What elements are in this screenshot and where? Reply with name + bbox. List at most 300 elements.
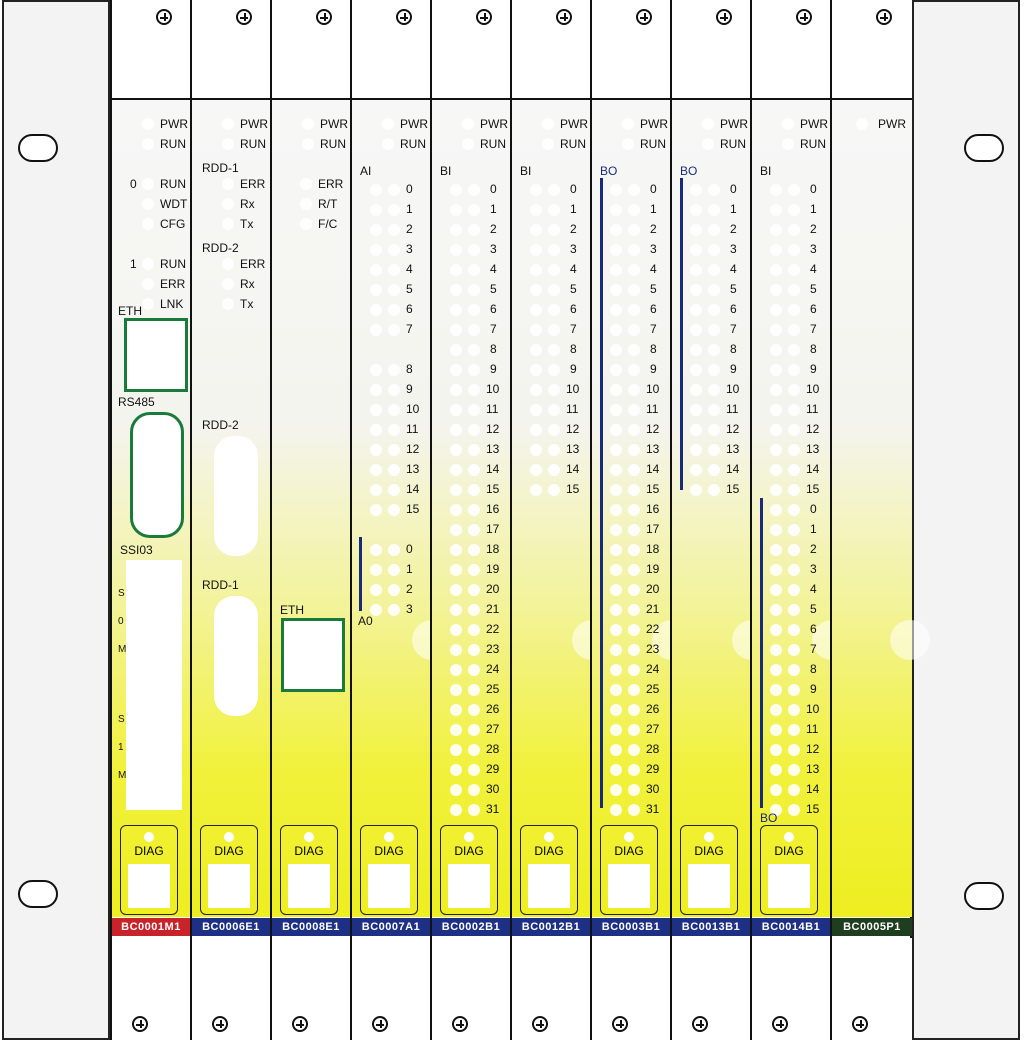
channel-number: 2 (406, 222, 413, 236)
led-icon (142, 198, 154, 210)
diag-port[interactable] (360, 825, 418, 915)
led-icon (462, 118, 474, 130)
rdd1-port[interactable] (214, 596, 258, 716)
channel-0-label: 0 (130, 177, 137, 191)
led-icon (548, 284, 560, 296)
led-icon (788, 444, 800, 456)
led-icon (450, 364, 462, 376)
channel-number: 23 (646, 642, 660, 656)
channel-number: 24 (646, 662, 660, 676)
module-faceplate (672, 100, 750, 917)
mount-hole-icon (964, 882, 1004, 910)
channel-number: 10 (806, 702, 820, 716)
eth-label: ETH (118, 304, 142, 318)
module-top-block (352, 0, 430, 100)
led-icon (770, 584, 782, 596)
channel-number: 19 (486, 562, 500, 576)
module-bottom-block (672, 938, 750, 1040)
led-icon (770, 664, 782, 676)
channel-number: 3 (406, 602, 413, 616)
lnk-label: LNK (160, 297, 184, 311)
channel-number: 11 (646, 402, 659, 416)
channel-number: 7 (490, 322, 497, 336)
led-icon (450, 444, 462, 456)
led-icon (450, 264, 462, 276)
led-icon (628, 284, 640, 296)
channel-number: 3 (810, 242, 817, 256)
led-icon (370, 404, 382, 416)
screw-icon[interactable] (716, 9, 732, 25)
led-icon (788, 744, 800, 756)
led-icon (530, 264, 542, 276)
led-icon (628, 764, 640, 776)
screw-icon[interactable] (556, 9, 572, 25)
screw-icon[interactable] (476, 9, 492, 25)
module-bc0001m1 (110, 0, 190, 1040)
led-icon (788, 384, 800, 396)
channel-number: 10 (806, 382, 820, 396)
s0m-letter: S (118, 588, 125, 599)
led-icon (788, 344, 800, 356)
diag-window (128, 864, 170, 908)
led-icon (770, 364, 782, 376)
led-icon (450, 324, 462, 336)
led-icon (388, 304, 400, 316)
led-icon (690, 424, 702, 436)
module-code-tag: BC0013B1 (672, 918, 750, 936)
led-icon (468, 504, 480, 516)
tx-label: Tx (240, 297, 254, 311)
module-code-tag: BC0003B1 (592, 918, 670, 936)
led-icon (530, 364, 542, 376)
rs485-label: RS485 (118, 395, 155, 409)
diag-led-icon (304, 832, 314, 842)
rx-label: Rx (240, 277, 255, 291)
led-icon (388, 464, 400, 476)
led-icon (222, 278, 234, 290)
led-icon (382, 118, 394, 130)
channel-number: 26 (486, 702, 500, 716)
rdd1-label: RDD-1 (202, 161, 239, 175)
io-type-label: BI (440, 164, 452, 178)
module-faceplate (832, 100, 912, 917)
rdd2-port[interactable] (214, 436, 258, 556)
rdd2-label: RDD-2 (202, 241, 239, 255)
channel-number: 12 (566, 422, 580, 436)
ao-group-bar (359, 537, 362, 611)
led-icon (468, 684, 480, 696)
led-icon (468, 404, 480, 416)
channel-number: 4 (570, 262, 577, 276)
screw-icon[interactable] (876, 9, 892, 25)
led-icon (450, 404, 462, 416)
channel-number: 0 (810, 182, 817, 196)
led-icon (770, 344, 782, 356)
led-icon (548, 224, 560, 236)
led-icon (450, 224, 462, 236)
channel-number: 9 (730, 362, 737, 376)
ao-label: A0 (358, 614, 373, 628)
channel-number: 18 (646, 542, 660, 556)
diag-port[interactable] (520, 825, 578, 915)
led-icon (370, 504, 382, 516)
led-icon (788, 604, 800, 616)
led-icon (708, 404, 720, 416)
led-icon (468, 184, 480, 196)
led-icon (610, 484, 622, 496)
screw-icon[interactable] (452, 1016, 468, 1032)
led-icon (370, 364, 382, 376)
led-icon (770, 764, 782, 776)
led-icon (468, 444, 480, 456)
led-icon (370, 204, 382, 216)
led-icon (462, 138, 474, 150)
led-icon (468, 464, 480, 476)
channel-number: 5 (406, 282, 413, 296)
led-icon (388, 424, 400, 436)
led-icon (468, 544, 480, 556)
led-icon (530, 424, 542, 436)
led-icon (770, 304, 782, 316)
led-icon (690, 204, 702, 216)
pwr-label: PWR (720, 117, 748, 131)
led-icon (610, 444, 622, 456)
channel-number: 20 (646, 582, 660, 596)
led-icon (610, 224, 622, 236)
led-icon (468, 524, 480, 536)
pwr-label: PWR (160, 117, 188, 131)
channel-number: 0 (406, 542, 413, 556)
led-icon (770, 324, 782, 336)
led-icon (628, 804, 640, 816)
channel-number: 8 (810, 662, 817, 676)
channel-number: 27 (646, 722, 660, 736)
led-icon (788, 264, 800, 276)
channel-number: 13 (646, 442, 660, 456)
led-icon (388, 604, 400, 616)
channel-number: 24 (486, 662, 500, 676)
led-icon (548, 384, 560, 396)
channel-number: 2 (730, 222, 737, 236)
channel-number: 9 (570, 362, 577, 376)
module-top-block (272, 0, 350, 100)
led-icon (610, 624, 622, 636)
channel-number: 2 (570, 222, 577, 236)
led-icon (708, 264, 720, 276)
screw-icon[interactable] (212, 1016, 228, 1032)
screw-icon[interactable] (372, 1016, 388, 1032)
diag-port[interactable] (760, 825, 818, 915)
diag-window (608, 864, 650, 908)
led-icon (450, 724, 462, 736)
module-top-block (592, 0, 670, 100)
diag-port[interactable] (280, 825, 338, 915)
led-icon (628, 784, 640, 796)
channel-number: 12 (486, 422, 500, 436)
diag-port[interactable] (200, 825, 258, 915)
led-icon (222, 178, 234, 190)
screw-icon[interactable] (692, 1016, 708, 1032)
led-icon (702, 118, 714, 130)
led-icon (548, 464, 560, 476)
led-icon (628, 364, 640, 376)
led-icon (530, 344, 542, 356)
led-icon (142, 178, 154, 190)
led-icon (690, 244, 702, 256)
eth-port[interactable] (281, 618, 345, 692)
led-icon (610, 664, 622, 676)
screw-icon[interactable] (796, 9, 812, 25)
eth-port[interactable] (124, 318, 188, 392)
led-icon (690, 344, 702, 356)
bo-label: BO (760, 811, 778, 825)
bo-group-bar (680, 178, 683, 490)
led-icon (856, 118, 868, 130)
led-icon (468, 764, 480, 776)
channel-number: 11 (566, 402, 579, 416)
led-icon (770, 644, 782, 656)
led-icon (628, 524, 640, 536)
led-icon (302, 138, 314, 150)
run-label: RUN (720, 137, 746, 151)
led-icon (788, 324, 800, 336)
channel-number: 8 (490, 342, 497, 356)
channel-number: 13 (726, 442, 740, 456)
led-icon (788, 544, 800, 556)
led-icon (690, 384, 702, 396)
module-top-block (672, 0, 750, 100)
led-icon (370, 444, 382, 456)
diag-window (448, 864, 490, 908)
screw-icon[interactable] (396, 9, 412, 25)
led-icon (770, 204, 782, 216)
led-icon (388, 504, 400, 516)
led-icon (300, 198, 312, 210)
diag-window (528, 864, 570, 908)
led-icon (770, 624, 782, 636)
led-icon (468, 384, 480, 396)
channel-number: 9 (406, 382, 413, 396)
screw-icon[interactable] (156, 9, 172, 25)
led-icon (770, 504, 782, 516)
led-icon (628, 344, 640, 356)
module-bottom-block (272, 938, 350, 1040)
led-icon (628, 204, 640, 216)
channel-number: 13 (806, 762, 820, 776)
module-faceplate (592, 100, 670, 917)
err-label: ERR (240, 177, 266, 191)
diag-label: DIAG (774, 844, 804, 858)
channel-number: 6 (810, 302, 817, 316)
right-mounting-ear (912, 0, 1020, 1040)
led-icon (770, 604, 782, 616)
channel-number: 5 (730, 282, 737, 296)
led-icon (610, 244, 622, 256)
channel-number: 6 (810, 622, 817, 636)
led-icon (690, 184, 702, 196)
led-icon (370, 244, 382, 256)
module-faceplate (432, 100, 510, 917)
led-icon (548, 304, 560, 316)
led-icon (628, 544, 640, 556)
diag-label: DIAG (694, 844, 724, 858)
led-icon (690, 404, 702, 416)
rt-label: R/T (318, 197, 338, 211)
led-icon (142, 138, 154, 150)
diag-window (688, 864, 730, 908)
bo-group-bar (600, 178, 603, 808)
led-icon (300, 178, 312, 190)
module-bottom-block (432, 938, 510, 1040)
diag-led-icon (384, 832, 394, 842)
module-top-block (512, 0, 590, 100)
led-icon (628, 504, 640, 516)
led-icon (388, 224, 400, 236)
led-icon (708, 444, 720, 456)
channel-number: 15 (646, 482, 660, 496)
screw-icon[interactable] (236, 9, 252, 25)
led-icon (468, 584, 480, 596)
screw-icon[interactable] (316, 9, 332, 25)
led-icon (468, 204, 480, 216)
module-bc0007a1 (350, 0, 430, 1040)
led-icon (610, 344, 622, 356)
led-icon (548, 244, 560, 256)
led-icon (370, 184, 382, 196)
channel-number: 31 (646, 802, 660, 816)
module-code-tag: BC0005P1 (832, 918, 912, 936)
led-icon (708, 284, 720, 296)
ssi-slot[interactable] (126, 560, 182, 810)
screw-icon[interactable] (292, 1016, 308, 1032)
led-icon (610, 564, 622, 576)
led-icon (142, 118, 154, 130)
led-icon (468, 264, 480, 276)
module-bc0006e1 (190, 0, 270, 1040)
led-icon (468, 704, 480, 716)
screw-icon[interactable] (772, 1016, 788, 1032)
led-icon (788, 704, 800, 716)
eth-label: ETH (280, 603, 304, 617)
channel-number: 6 (570, 302, 577, 316)
module-bottom-block (192, 938, 270, 1040)
led-icon (548, 204, 560, 216)
led-icon (530, 204, 542, 216)
channel-number: 0 (406, 182, 413, 196)
led-icon (628, 624, 640, 636)
led-icon (450, 604, 462, 616)
screw-icon[interactable] (132, 1016, 148, 1032)
module-bottom-block (832, 938, 912, 1040)
module-bottom-block (752, 938, 830, 1040)
led-icon (468, 784, 480, 796)
led-icon (788, 724, 800, 736)
led-icon (450, 304, 462, 316)
led-icon (708, 364, 720, 376)
channel-number: 4 (730, 262, 737, 276)
channel-number: 10 (486, 382, 500, 396)
screw-icon[interactable] (532, 1016, 548, 1032)
diag-port[interactable] (120, 825, 178, 915)
module-faceplate (192, 100, 270, 917)
led-icon (142, 298, 154, 310)
led-icon (530, 224, 542, 236)
led-icon (788, 644, 800, 656)
screw-icon[interactable] (852, 1016, 868, 1032)
channel-number: 7 (810, 322, 817, 336)
tx-label: Tx (240, 217, 254, 231)
channel-number: 11 (806, 722, 819, 736)
bo-group-bar (760, 498, 763, 808)
led-icon (302, 118, 314, 130)
channel-number: 15 (406, 502, 420, 516)
run-label: RUN (800, 137, 826, 151)
led-icon (388, 264, 400, 276)
module-top-block (192, 0, 270, 100)
led-icon (770, 224, 782, 236)
led-icon (788, 584, 800, 596)
module-bottom-block (592, 938, 670, 1040)
channel-number: 12 (806, 422, 820, 436)
led-icon (770, 284, 782, 296)
rs485-port[interactable] (130, 412, 184, 538)
module-code-tag: BC0007A1 (352, 918, 430, 936)
led-icon (708, 344, 720, 356)
led-icon (610, 264, 622, 276)
led-icon (788, 484, 800, 496)
led-icon (142, 278, 154, 290)
channel-number: 4 (406, 262, 413, 276)
s1m-letter: M (118, 770, 127, 781)
channel-number: 27 (486, 722, 500, 736)
channel-number: 8 (406, 362, 413, 376)
channel-number: 15 (566, 482, 580, 496)
module-bottom-block (112, 938, 190, 1040)
module-bc0013b1 (670, 0, 750, 1040)
channel-number: 10 (646, 382, 660, 396)
led-icon (530, 184, 542, 196)
led-icon (782, 138, 794, 150)
led-icon (610, 364, 622, 376)
channel-number: 10 (726, 382, 740, 396)
led-icon (788, 404, 800, 416)
channel-number: 1 (730, 202, 737, 216)
err-label: ERR (318, 177, 344, 191)
led-icon (388, 364, 400, 376)
led-icon (708, 224, 720, 236)
led-icon (548, 424, 560, 436)
led-icon (702, 138, 714, 150)
screw-icon[interactable] (612, 1016, 628, 1032)
led-icon (788, 504, 800, 516)
channel-number: 5 (810, 602, 817, 616)
screw-icon[interactable] (636, 9, 652, 25)
diag-port[interactable] (600, 825, 658, 915)
led-icon (450, 344, 462, 356)
led-icon (628, 744, 640, 756)
led-icon (450, 584, 462, 596)
led-icon (610, 644, 622, 656)
diag-port[interactable] (440, 825, 498, 915)
led-icon (628, 384, 640, 396)
module-bc0003b1 (590, 0, 670, 1040)
channel-number: 12 (806, 742, 820, 756)
led-icon (530, 444, 542, 456)
diag-port[interactable] (680, 825, 738, 915)
run-label: RUN (400, 137, 426, 151)
channel-number: 7 (810, 642, 817, 656)
led-icon (468, 344, 480, 356)
